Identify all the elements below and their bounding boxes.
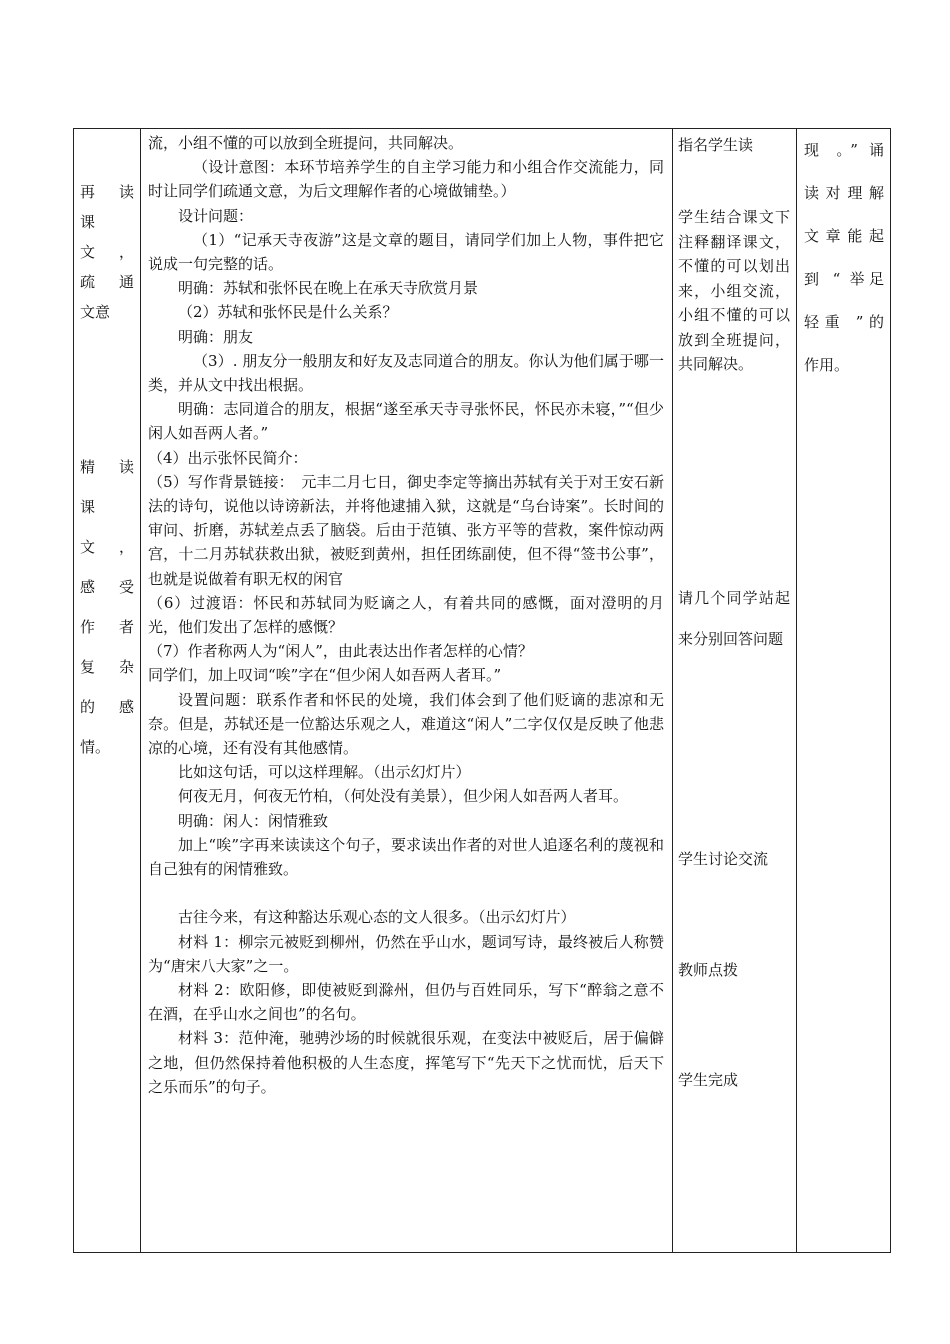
activity-text: 学生讨论交流 <box>678 850 769 868</box>
step-column <box>74 129 140 1252</box>
step-close-reading <box>80 447 134 767</box>
answer-2: 明确：朋友 <box>178 327 254 346</box>
activity-column <box>672 129 796 1252</box>
step-text: 课 <box>80 498 96 516</box>
activity-complete <box>678 1068 790 1092</box>
lesson-table <box>73 128 891 1253</box>
content-paragraph: 比如这句话，可以这样理解。（出示幻灯片） <box>178 763 471 782</box>
note-line: 读对理解 <box>804 184 884 202</box>
step-text: 作 者 <box>80 618 134 636</box>
note-line: 文章能起 <box>804 227 884 245</box>
activity-translate <box>678 205 790 377</box>
activity-text: 教师点拨 <box>678 961 739 979</box>
activity-answer <box>678 578 790 660</box>
activity-text: 请几个同学站起来分别回答问题 <box>678 589 790 648</box>
step-text: 课 <box>80 213 96 231</box>
content-column <box>140 129 672 1252</box>
activity-read <box>678 133 790 157</box>
background-link: （5）写作背景链接： 元丰二月七日，御史李定等摘出苏轼有关于对王安石新法的诗句，说他以诗谤新法，并将他逮捕入狱，这就是“乌台诗案”。长时间的审问、折磨，苏轼差点丢了脑袋。后由于范镇、张方平等的营救，案件惊动两宫，十二月苏轼获救出狱，被贬到黄州，担任团练副使，但不得“签书公事”，也就是说做着有职无权的闲官 <box>148 472 664 588</box>
step-text: 精 读 <box>80 458 134 476</box>
notes-text <box>804 129 884 387</box>
activity-discuss <box>678 847 790 871</box>
question-4: （4）出示张怀民简介： <box>148 448 308 467</box>
step-text: 文 ， <box>80 243 134 261</box>
content-paragraph: 古往今来，有这种豁达乐观心态的文人很多。（出示幻灯片） <box>178 908 576 927</box>
step-text: 再 读 <box>80 183 134 201</box>
question-7: （7）作者称两人为“闲人”，由此表达出作者怎样的心情？ <box>148 642 533 661</box>
answer-clarify: 明确：闲人：闲情雅致 <box>178 811 329 830</box>
content-paragraph: 流，小组不懂的可以放到全班提问，共同解决。 <box>148 134 464 152</box>
question-3: （3）. 朋友分一般朋友和好友及志同道合的朋友。你认为他们属于哪一类，并从文中找出根据。 <box>148 351 664 395</box>
answer-3: 明确：志同道合的朋友，根据“遂至承天寺寻张怀民，怀民亦未寝，”“但少闲人如吾两人者。” <box>148 400 664 443</box>
notes-column <box>796 129 892 1252</box>
material-3: 材料 3：范仲淹，驰骋沙场的时候就很乐观，在变法中被贬后，居于偏僻之地，但仍然保持着他积极的人生态度，挥笔写下“先天下之忧而忧，后天下之乐而乐”的句子。 <box>148 1029 664 1096</box>
step-text: 疏 通 <box>80 273 134 291</box>
note-line: 现 。” 诵 <box>804 141 884 159</box>
step-text: 情。 <box>80 738 111 756</box>
answer-1: 明确：苏轼和张怀民在晚上在承天寺欣赏月景 <box>178 279 479 298</box>
note-line: 轻重 ”的 <box>804 313 884 331</box>
discussion-question: 设置问题：联系作者和怀民的处境，我们体会到了他们贬谪的悲凉和无奈。但是，苏轼还是一位豁达乐观之人，难道这“闲人”二字仅仅是反映了他悲凉的心境，还有没有其他感情。 <box>148 690 664 758</box>
step-text: 感 受 <box>80 578 134 596</box>
question-1: （1）“记承天寺夜游”这是文章的题目，请同学们加上人物，事件把它说成一句完整的话。 <box>148 230 664 274</box>
material-2: 材料 2：欧阳修，即使被贬到滁州，但仍与百姓同乐，写下“醉翁之意不在酒，在乎山水之间也”的名句。 <box>148 980 664 1024</box>
content-paragraph: 加上“唉”字再来读读这个句子，要求读出作者的对世人追逐名利的蔑视和自己独有的闲情雅致。 <box>148 835 664 879</box>
step-text: 复 杂 <box>80 658 134 676</box>
activity-guide <box>678 958 790 982</box>
step-text: 文意 <box>80 303 111 321</box>
step-text: 的 感 <box>80 698 134 716</box>
content-paragraph: 设计问题： <box>178 206 254 225</box>
note-line: 作用。 <box>804 356 850 374</box>
activity-text: 学生完成 <box>678 1071 739 1089</box>
note-line: 到 “ 举足 <box>804 270 884 288</box>
content-paragraph: 同学们，加上叹词“唉”字在“但少闲人如吾两人者耳。” <box>148 666 502 685</box>
transition: （6）过渡语：怀民和苏轼同为贬谪之人，有着共同的感慨，面对澄明的月光，他们发出了怎样的感慨？ <box>148 593 664 637</box>
activity-text: 指名学生读 <box>678 136 754 154</box>
material-1: 材料 1：柳宗元被贬到柳州，仍然在乎山水，题词写诗，最终被后人称赞为“唐宋八大家”之一。 <box>148 932 664 975</box>
question-2: （2）苏轼和张怀民是什么关系？ <box>178 303 398 322</box>
design-intent: （设计意图：本环节培养学生的自主学习能力和小组合作交流能力，同时让同学们疏通文意，为后文理解作者的心境做铺垫。） <box>148 158 664 201</box>
quote-sentence: 何夜无月，何夜无竹柏，（何处没有美景），但少闲人如吾两人者耳。 <box>178 787 629 806</box>
activity-text: 学生结合课文下注释翻译课文，不懂的可以划出来，小组交流，小组不懂的可以放到全班提问，共同解决。 <box>678 208 790 373</box>
step-text: 文 ， <box>80 538 134 556</box>
step-reread <box>80 177 134 327</box>
